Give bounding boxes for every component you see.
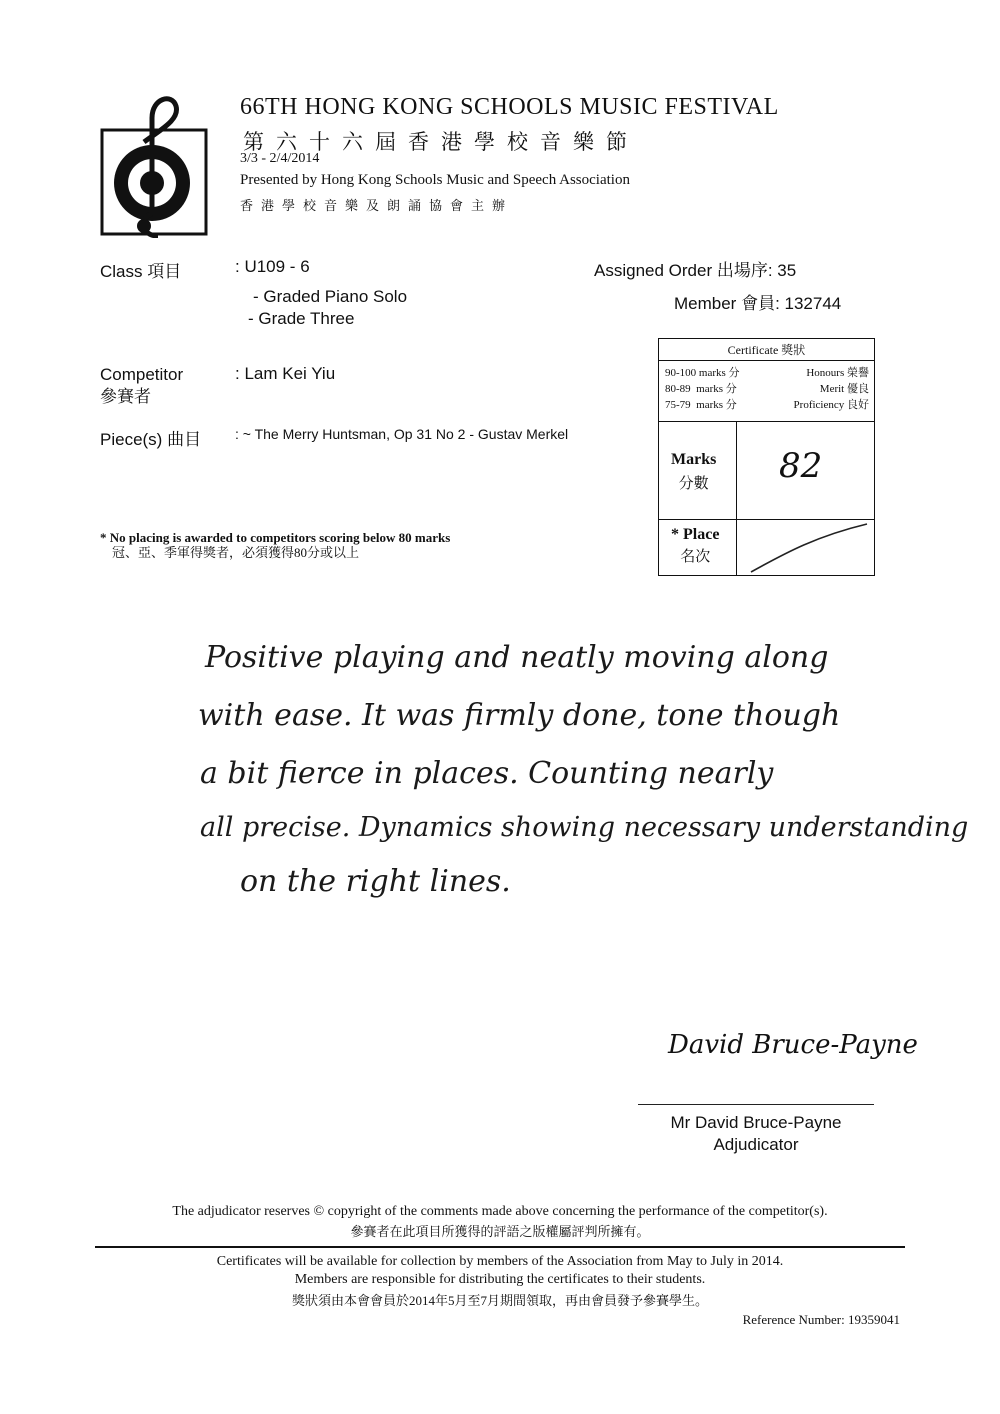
class-value: : U109 - 6 — [235, 257, 310, 276]
festival-title: 66TH HONG KONG SCHOOLS MUSIC FESTIVAL — [240, 94, 779, 120]
class-label: Class 項目 — [100, 262, 182, 281]
grade-award: Merit 優良 — [819, 383, 869, 395]
comment-line: Positive playing and neatly moving along — [205, 640, 829, 675]
grade-range: 75-79 marks 分 — [665, 399, 737, 411]
festival-title-zh: 第六十六屆香港學校音樂節 — [243, 130, 639, 154]
marks-value: 82 — [779, 446, 823, 486]
place-row — [659, 519, 874, 575]
place-label-zh: 名次 — [680, 549, 711, 565]
footer-divider — [95, 1246, 905, 1248]
copyright-notice-zh: 參賽者在此項目所獲得的評語之版權屬評判所擁有。 — [350, 1224, 650, 1239]
adjudicator-signature: David Bruce-Payne — [668, 1030, 918, 1060]
festival-presenter: Presented by Hong Kong Schools Music and Speech Association — [240, 172, 630, 188]
marks-label-en: Marks — [671, 451, 717, 468]
competitor-name: : Lam Kei Yiu — [235, 364, 336, 383]
place-strike-mark — [747, 522, 871, 574]
marks-row — [659, 421, 874, 519]
grade-range: 90-100 marks 分 — [665, 367, 740, 379]
assigned-order: Assigned Order 出場序: 35 — [594, 261, 797, 280]
reference-number: Reference Number: 19359041 — [742, 1312, 900, 1327]
member-number: Member 會員: 132744 — [674, 294, 842, 313]
competitor-label-en: Competitor — [100, 365, 184, 384]
pieces-label: Piece(s) 曲目 — [100, 430, 202, 449]
grade-row — [665, 365, 869, 381]
footer-note-zh: 獎狀須由本會會員於2014年5月至7月期間領取，再由會員發予參賽學生。 — [291, 1293, 708, 1308]
grade-row — [665, 397, 869, 413]
festival-dates: 3/3 - 2/4/2014 — [240, 151, 320, 166]
place-label-en: * Place — [671, 526, 720, 543]
place-label — [671, 524, 719, 568]
grade-award: Honours 榮譽 — [806, 367, 869, 379]
class-grade: - Grade Three — [248, 309, 355, 328]
pieces-value: : ~ The Merry Huntsman, Op 31 No 2 - Gustav Merkel — [235, 426, 569, 442]
signature-line — [638, 1104, 874, 1105]
certificate-header: Certificate 獎狀 — [659, 339, 874, 361]
footer-distribution-note: Members are responsible for distributing the certificates to their students. — [294, 1272, 706, 1287]
festival-presenter-zh: 香港學校音樂及朗誦協會主辦 — [240, 198, 514, 213]
placing-note — [100, 530, 450, 560]
grade-row — [665, 381, 869, 397]
certificate-table — [658, 338, 875, 576]
placing-note-zh: 冠、亞、季軍得獎者，必須獲得80分或以上 — [112, 545, 360, 560]
comment-line: all precise. Dynamics showing necessary understanding — [200, 812, 969, 843]
placing-note-en: * No placing is awarded to competitors scoring below 80 marks — [100, 530, 451, 545]
footer-collection-note: Certificates will be available for collection by members of the Association from May to July in 2014. — [216, 1254, 784, 1269]
copyright-notice: The adjudicator reserves © copyright of the comments made above concerning the performance of the competitor(s). — [172, 1204, 828, 1219]
competitor-label — [100, 364, 183, 408]
marks-label — [671, 448, 716, 496]
competitor-label-zh: 參賽者 — [100, 387, 151, 406]
marks-label-zh: 分數 — [678, 476, 709, 492]
comment-line: a bit fierce in places. Counting nearly — [200, 756, 774, 791]
grade-award: Proficiency 良好 — [793, 399, 869, 411]
festival-logo — [100, 88, 210, 238]
grade-range: 80-89 marks 分 — [665, 383, 737, 395]
comment-line: with ease. It was firmly done, tone though — [198, 698, 841, 733]
adjudicator-name: Mr David Bruce-Payne — [670, 1113, 842, 1132]
comment-line: on the right lines. — [240, 864, 511, 899]
class-description: - Graded Piano Solo — [253, 287, 408, 306]
adjudicator-role: Adjudicator — [713, 1135, 799, 1154]
